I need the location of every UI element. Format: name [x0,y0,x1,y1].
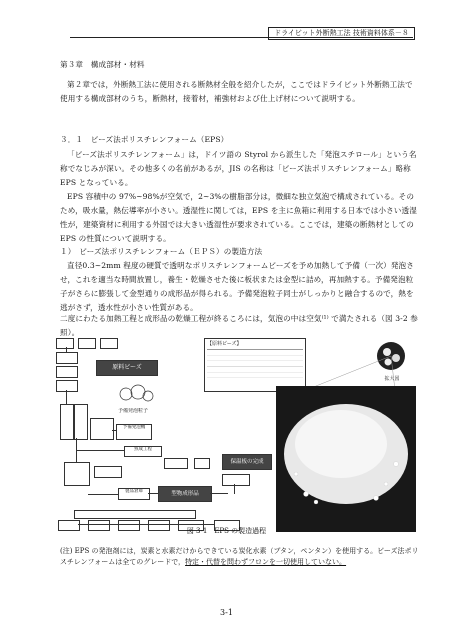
tank-box [100,338,118,349]
flow-line [234,484,235,494]
process-box [94,466,122,478]
series-title: ドライビット外断熱工法 技術資料体系－８ [268,27,415,40]
process-box [194,458,210,469]
process-box [164,458,188,469]
page-number: 3-1 [220,608,233,617]
footnote-underlined: 特定・代替を問わずフロンを一切使用していない。 [185,558,347,566]
silo [74,404,88,440]
pre-expanded-label: 予備発泡粒子 [112,408,154,417]
mold-machine [64,462,90,486]
process-box [56,352,78,364]
footnote-text: (注) EPS の発泡剤には，炭素と水素だけからできている炭化水素（ブタン，ペンタン）を使用する。ビーズ法ポリスチレンフォームは全てのグレードで， [60,547,419,566]
bead-photo-svg [276,334,416,534]
flow-line [210,493,228,494]
name-paragraph: 「ビーズ法ポリスチレンフォーム」は，ドイツ語の Styrol から派生した「発泡スチロール」という名称でなじみが深い。その他多くの名前があるが，JIS の名称は「ビーズ法ポリスチレンフォーム」略称 EPS となっている。 [60,150,417,187]
method-paragraph: 直径0.3~2mm 程度の硬質で透明なポリスチレンフォームビーズを予め加熱して予備（一次）発泡させ，これを適当な時間放置し，養生・乾燥させた後に板状または金型に詰め，再加熱する。予備発泡粒子がさらに膨張して金型通りの成形品が得られる。予備発泡粒子同士がしっかりと融合するので，熱を逃がさず，透水性が小さい性質がある。 [60,261,414,312]
magnified-label: 拡大図 [384,376,400,382]
silo [60,404,74,440]
properties-paragraph: EPS 容積中の 97%~98%が空気で，2~3%の樹脂部分は，微細な独立気泡で構成されている。そのため，吸水量，熱伝導率が小さい。透湿性に関しては，EPS を主に魚箱に利用する日本では小さい透湿性が，建築資材に利用する外国では大きい透湿性が要求されている。ここでは，建築の断熱材としての EPS の性質について説明する。 [60,192,417,243]
process-band [74,510,196,519]
subsection-title: １） ビーズ法ポリスチレンフォーム（ＥＰＳ）の製造方法 [60,247,263,256]
flow-line [112,430,116,431]
molded-product-label: 型物成形品 [158,486,212,502]
tank-box [78,338,96,349]
flow-line [88,494,118,495]
process-box [222,474,250,486]
pre-foam-machine-label: 予備発泡機 [116,424,152,440]
flow-line [76,450,124,451]
chapter-title: 第３章 構成部材・材料 [60,60,145,69]
flow-line [148,493,158,494]
section-title: ３．１ ビーズ法ポリスチレンフォーム（EPS） [60,135,229,144]
raw-beads-label: 原料ビーズ [96,360,158,376]
flow-line [66,347,67,352]
beads-note-title: 【原料ビーズ】 [207,341,242,347]
tank-box [56,338,74,349]
bead-sketch [116,382,156,406]
flow-line [76,438,77,462]
footnote [60,546,420,568]
product-warehouse-label: 製品倉庫 [118,488,150,500]
process-figure [54,334,414,532]
flow-line [78,524,214,525]
figure-caption: 図 3-1 EPS の製造過程 [186,527,267,535]
process-box [56,366,78,378]
intro-paragraph: 第２章では，外断熱工法に使用される断熱材全般を紹介したが，ここではドライビット外断熱工法で使用する構成部材のうち，断熱材，接着材，補強材および仕上げ材について説明する。 [60,80,413,103]
bead-photo [276,334,416,534]
flow-line [66,390,67,404]
final-paragraph: 二度にわたる加熱工程と成形品の乾燥工程が終るころには，気泡の中は空気⁽¹⁾ で満たされる（図 3-2 参照）。 [60,314,418,337]
process-box [56,380,78,392]
aging-label: 熟成工程 [124,446,162,457]
pre-foam-machine [90,418,114,440]
board-complete-label: 保温板の完成 [222,454,272,470]
